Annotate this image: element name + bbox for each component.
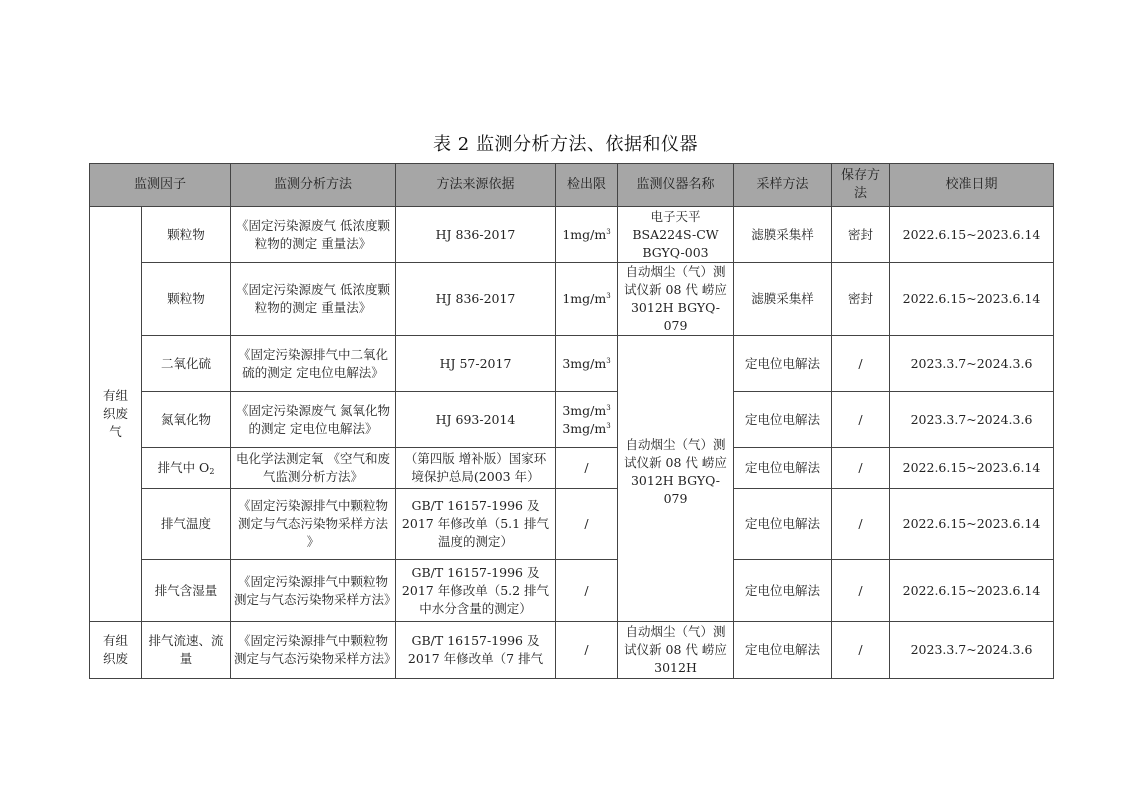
- basis-cell: GB/T 16157-1996 及 2017 年修改单（5.2 排气中水分含量的测定）: [396, 560, 556, 622]
- sampling-cell: 定电位电解法: [734, 622, 832, 679]
- storage-cell: /: [832, 622, 890, 679]
- merged-instrument-cell: 自动烟尘（气）测试仪新 08 代 崂应 3012H BGYQ-079: [618, 336, 734, 622]
- limit-cell: /: [556, 560, 618, 622]
- limit-cell: $3mg/m^3$: [556, 336, 618, 392]
- factor-cell: 颗粒物: [142, 263, 231, 336]
- storage-cell: /: [832, 560, 890, 622]
- calibration-cell: 2023.3.7~2024.3.6: [890, 336, 1054, 392]
- header-instrument: 监测仪器名称: [618, 164, 734, 207]
- sampling-cell: 定电位电解法: [734, 489, 832, 560]
- factor-cell: 二氧化硫: [142, 336, 231, 392]
- instrument-cell: 电子天平 BSA224S-CW BGYQ-003: [618, 207, 734, 263]
- sampling-cell: 定电位电解法: [734, 392, 832, 448]
- basis-cell: HJ 57-2017: [396, 336, 556, 392]
- method-cell: 《固定污染源排气中颗粒物测定与气态污染物采样方法》: [231, 560, 396, 622]
- table-row: [90, 263, 1054, 336]
- instrument-cell: 自动烟尘（气）测试仪新 08 代 崂应 3012H BGYQ-079: [618, 263, 734, 336]
- table-row: [90, 392, 1054, 448]
- limit-cell: $1mg/m^3$: [556, 263, 618, 336]
- basis-cell: GB/T 16157-1996 及 2017 年修改单（7 排气: [396, 622, 556, 679]
- factor-cell: 排气中 $O_2$: [142, 448, 231, 489]
- calibration-cell: 2022.6.15~2023.6.14: [890, 207, 1054, 263]
- calibration-cell: 2022.6.15~2023.6.14: [890, 263, 1054, 336]
- factor-cell: 排气温度: [142, 489, 231, 560]
- storage-cell: /: [832, 448, 890, 489]
- method-cell: 《固定污染源废气 氮氧化物的测定 定电位电解法》: [231, 392, 396, 448]
- method-cell: 《固定污染源废气 低浓度颗粒物的测定 重量法》: [231, 207, 396, 263]
- table-title: 表 2 监测分析方法、依据和仪器: [433, 134, 698, 155]
- storage-cell: /: [832, 392, 890, 448]
- calibration-cell: 2022.6.15~2023.6.14: [890, 489, 1054, 560]
- calibration-cell: 2023.3.7~2024.3.6: [890, 622, 1054, 679]
- limit-cell: $1mg/m^3$: [556, 207, 618, 263]
- header-sampling: 采样方法: [734, 164, 832, 207]
- method-cell: 电化学法测定氧 《空气和废气监测分析方法》: [231, 448, 396, 489]
- method-cell: 《固定污染源排气中二氧化硫的测定 定电位电解法》: [231, 336, 396, 392]
- header-factor: 监测因子: [90, 164, 231, 207]
- storage-cell: /: [832, 489, 890, 560]
- table-row: [90, 336, 1054, 392]
- sampling-cell: 定电位电解法: [734, 336, 832, 392]
- calibration-cell: 2022.6.15~2023.6.14: [890, 560, 1054, 622]
- instrument-cell: 自动烟尘（气）测试仪新 08 代 崂应 3012H: [618, 622, 734, 679]
- basis-cell: HJ 836-2017: [396, 263, 556, 336]
- sampling-cell: 定电位电解法: [734, 448, 832, 489]
- table-row: [90, 489, 1054, 560]
- calibration-cell: 2023.3.7~2024.3.6: [890, 392, 1054, 448]
- header-limit: 检出限: [556, 164, 618, 207]
- group-label: 有组织废气: [90, 207, 142, 622]
- limit-cell: $3mg/m^3$ $3mg/m^3$: [556, 392, 618, 448]
- factor-cell: 排气流速、流量: [142, 622, 231, 679]
- storage-cell: 密封: [832, 263, 890, 336]
- sampling-cell: 定电位电解法: [734, 560, 832, 622]
- table-row: [90, 560, 1054, 622]
- table-row: [90, 448, 1054, 489]
- header-method: 监测分析方法: [231, 164, 396, 207]
- basis-cell: HJ 693-2014: [396, 392, 556, 448]
- factor-cell: 氮氧化物: [142, 392, 231, 448]
- monitoring-methods-table: [89, 163, 1054, 679]
- calibration-cell: 2022.6.15~2023.6.14: [890, 448, 1054, 489]
- basis-cell: HJ 836-2017: [396, 207, 556, 263]
- limit-cell: /: [556, 489, 618, 560]
- limit-cell: /: [556, 448, 618, 489]
- table-row: [90, 622, 1054, 679]
- limit-cell: /: [556, 622, 618, 679]
- factor-cell: 颗粒物: [142, 207, 231, 263]
- method-cell: 《固定污染源排气中颗粒物测定与气态污染物采样方法 》: [231, 489, 396, 560]
- header-calibration: 校准日期: [890, 164, 1054, 207]
- header-row: [90, 164, 1054, 207]
- storage-cell: /: [832, 336, 890, 392]
- sampling-cell: 滤膜采集样: [734, 207, 832, 263]
- sampling-cell: 滤膜采集样: [734, 263, 832, 336]
- header-storage: 保存方法: [832, 164, 890, 207]
- header-basis: 方法来源依据: [396, 164, 556, 207]
- storage-cell: 密封: [832, 207, 890, 263]
- group-label: 有组织废: [90, 622, 142, 679]
- method-cell: 《固定污染源废气 低浓度颗粒物的测定 重量法》: [231, 263, 396, 336]
- basis-cell: GB/T 16157-1996 及 2017 年修改单（5.1 排气温度的测定）: [396, 489, 556, 560]
- basis-cell: （第四版 增补版）国家环境保护总局(2003 年）: [396, 448, 556, 489]
- factor-cell: 排气含湿量: [142, 560, 231, 622]
- table-row: [90, 207, 1054, 263]
- method-cell: 《固定污染源排气中颗粒物测定与气态污染物采样方法》: [231, 622, 396, 679]
